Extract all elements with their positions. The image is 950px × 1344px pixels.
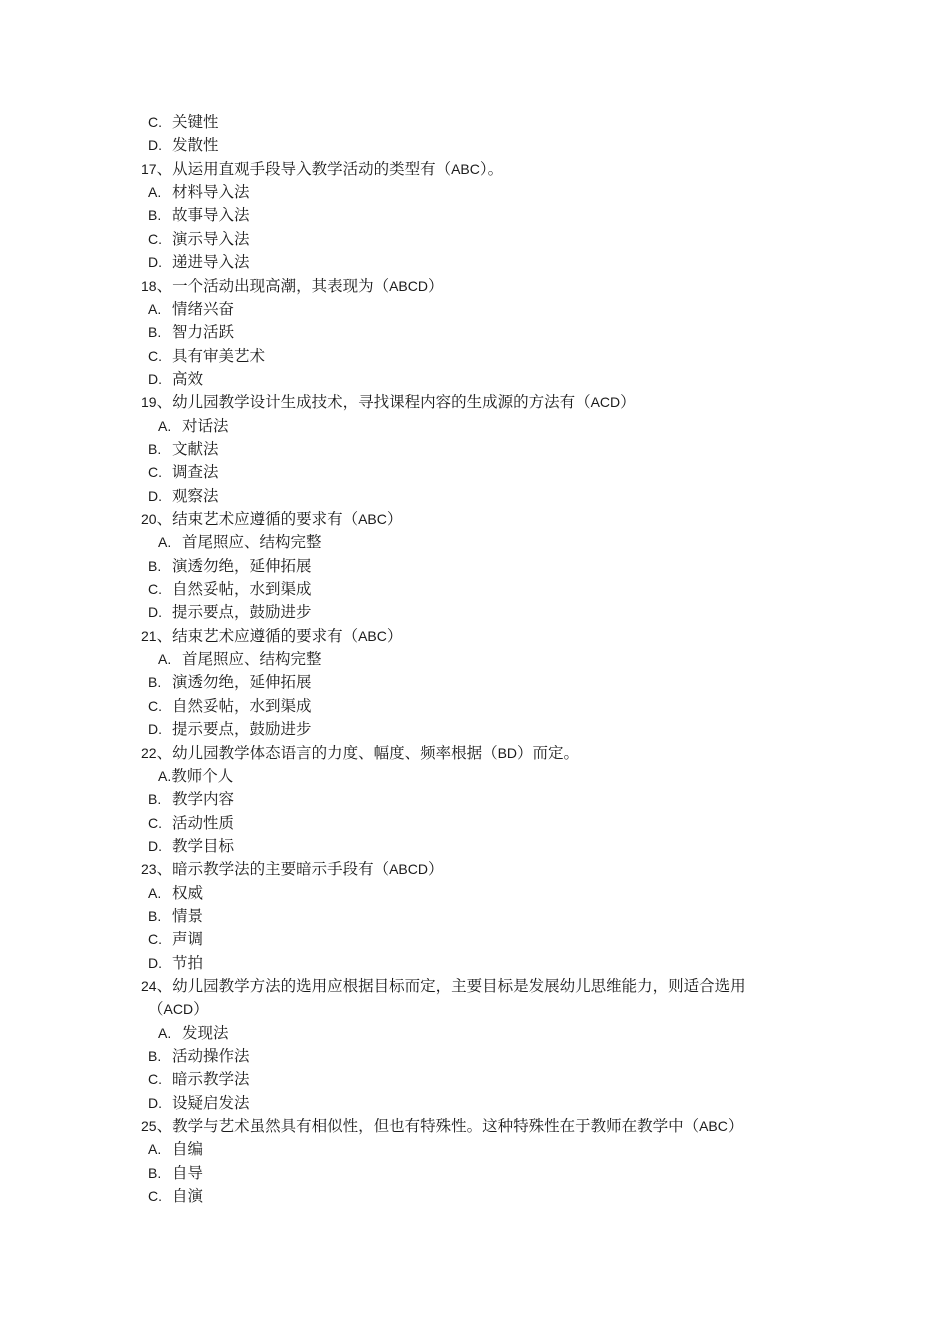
option-text: 发现法 bbox=[182, 1023, 229, 1042]
question-label: 25、教学与艺术虽然具有相似性，但也有特殊性。这种特殊性在于教师在教学中（ABC） bbox=[141, 1117, 744, 1136]
option-letter: D. bbox=[148, 370, 162, 387]
option-text: 发散性 bbox=[172, 136, 219, 155]
option-letter: A. bbox=[148, 300, 162, 317]
answer-option bbox=[0, 134, 219, 157]
option-letter: C. bbox=[148, 931, 162, 948]
answer-option bbox=[0, 345, 265, 368]
answer-option bbox=[0, 438, 219, 461]
question-label: 23、暗示教学法的主要暗示手段有（ABCD） bbox=[141, 860, 444, 879]
option-text: 观察法 bbox=[172, 486, 219, 505]
answer-option bbox=[0, 555, 312, 578]
option-text: 文献法 bbox=[172, 439, 219, 458]
option-text: 对话法 bbox=[182, 416, 229, 435]
question-text bbox=[0, 508, 402, 531]
option-letter: C. bbox=[148, 1188, 162, 1205]
option-text: 故事导入法 bbox=[172, 206, 250, 225]
option-text: 演透勿绝，延伸拓展 bbox=[172, 556, 312, 575]
question-text bbox=[0, 391, 636, 414]
answer-option bbox=[0, 111, 219, 134]
option-letter: C. bbox=[148, 114, 162, 130]
answer-option bbox=[0, 204, 250, 227]
option-letter: A. bbox=[148, 1141, 162, 1158]
option-text: 首尾照应、结构完整 bbox=[182, 650, 322, 669]
answer-option bbox=[0, 601, 312, 624]
option-text: 关键性 bbox=[172, 113, 219, 131]
answer-option bbox=[0, 671, 312, 694]
answer-option bbox=[0, 882, 203, 905]
option-text: 材料导入法 bbox=[172, 183, 250, 202]
option-letter: D. bbox=[148, 837, 162, 854]
option-letter: C. bbox=[148, 230, 162, 247]
option-letter: A. bbox=[158, 534, 172, 551]
answer-option bbox=[0, 718, 312, 741]
answer-option bbox=[0, 1162, 203, 1185]
answer-option bbox=[0, 835, 234, 858]
question-text-continued bbox=[0, 998, 209, 1021]
answer-option bbox=[0, 251, 250, 274]
question-label: 22、幼儿园教学体态语言的力度、幅度、频率根据（BD）而定。 bbox=[141, 743, 580, 762]
option-letter: A. bbox=[158, 417, 172, 434]
option-text: 递进导入法 bbox=[172, 253, 250, 272]
option-letter: D. bbox=[148, 487, 162, 504]
answer-option bbox=[0, 298, 234, 321]
answer-option bbox=[0, 368, 203, 391]
answer-option bbox=[0, 788, 234, 811]
option-letter: C. bbox=[148, 347, 162, 364]
option-letter: C. bbox=[148, 464, 162, 481]
option-letter: B. bbox=[148, 907, 162, 924]
question-text bbox=[0, 975, 746, 998]
answer-option bbox=[0, 905, 203, 928]
option-text: 教学内容 bbox=[172, 790, 235, 809]
option-text: 自编 bbox=[172, 1140, 204, 1159]
option-letter: D. bbox=[148, 1094, 162, 1111]
option-letter: A. bbox=[148, 884, 162, 901]
option-letter: C. bbox=[148, 814, 162, 831]
option-letter: D. bbox=[148, 721, 162, 738]
option-letter: A. bbox=[158, 651, 172, 668]
option-text: 设疑启发法 bbox=[172, 1093, 250, 1112]
option-text: 自导 bbox=[172, 1163, 204, 1182]
option-text: 教学目标 bbox=[172, 836, 235, 855]
option-letter: B. bbox=[148, 440, 162, 457]
answer-option bbox=[0, 485, 219, 508]
answer-option bbox=[0, 1092, 250, 1115]
answer-option bbox=[0, 461, 219, 484]
option-text: 调查法 bbox=[172, 463, 219, 482]
option-letter: B. bbox=[148, 207, 162, 224]
option-text: 情绪兴奋 bbox=[172, 299, 235, 318]
option-text: 活动操作法 bbox=[172, 1047, 250, 1065]
question-label: 20、结束艺术应遵循的要求有（ABC） bbox=[141, 510, 403, 528]
answer-option bbox=[0, 578, 312, 601]
answer-option bbox=[0, 415, 229, 438]
option-letter: B. bbox=[148, 1048, 162, 1064]
option-letter: D. bbox=[148, 604, 162, 621]
option-letter: B. bbox=[148, 791, 162, 808]
question-text bbox=[0, 158, 503, 181]
answer-option bbox=[0, 228, 250, 251]
question-label: 21、结束艺术应遵循的要求有（ABC） bbox=[141, 626, 403, 645]
option-text: 首尾照应、结构完整 bbox=[182, 533, 322, 552]
option-text: 声调 bbox=[172, 930, 204, 949]
option-letter: A. bbox=[148, 184, 162, 201]
question-text bbox=[0, 625, 402, 648]
answer-option bbox=[0, 1068, 250, 1091]
answer-option bbox=[0, 952, 203, 975]
option-letter: B. bbox=[148, 557, 162, 574]
option-letter: C. bbox=[148, 581, 162, 597]
option-text: 自然妥帖，水到渠成 bbox=[172, 696, 312, 715]
answer-option bbox=[0, 321, 234, 344]
question-label: （ACD） bbox=[148, 1000, 209, 1019]
answer-option bbox=[0, 1138, 203, 1161]
answer-option bbox=[0, 531, 322, 554]
option-text: 节拍 bbox=[172, 953, 204, 972]
question-text bbox=[0, 742, 579, 765]
option-letter: C. bbox=[148, 697, 162, 714]
option-text: 提示要点，鼓励进步 bbox=[172, 720, 312, 739]
option-letter: D. bbox=[148, 254, 162, 271]
answer-option bbox=[0, 181, 250, 204]
option-letter: C. bbox=[148, 1071, 162, 1088]
answer-option bbox=[0, 765, 233, 788]
option-text: 情景 bbox=[172, 906, 204, 925]
answer-option bbox=[0, 1185, 203, 1208]
option-text: 权威 bbox=[172, 883, 204, 902]
option-text: 高效 bbox=[172, 369, 204, 388]
option-letter: B. bbox=[148, 674, 162, 691]
option-text: 演透勿绝，延伸拓展 bbox=[172, 673, 312, 692]
option-letter: D. bbox=[148, 137, 162, 154]
option-text: 具有审美艺术 bbox=[172, 346, 266, 365]
question-label: 18、一个活动出现高潮，其表现为（ABCD） bbox=[141, 276, 444, 295]
question-label: 24、幼儿园教学方法的选用应根据目标而定，主要目标是发展幼儿思维能力，则适合选用 bbox=[141, 977, 746, 995]
question-text bbox=[0, 858, 444, 881]
option-letter: A. bbox=[158, 767, 172, 784]
answer-option bbox=[0, 1022, 229, 1045]
answer-option bbox=[0, 648, 322, 671]
answer-option bbox=[0, 695, 312, 718]
option-text: 自然妥帖，水到渠成 bbox=[172, 580, 312, 598]
answer-option bbox=[0, 928, 203, 951]
option-letter: A. bbox=[158, 1024, 172, 1041]
option-text: 教师个人 bbox=[171, 766, 234, 785]
option-letter: B. bbox=[148, 324, 162, 341]
question-text bbox=[0, 1115, 743, 1138]
question-label: 17、从运用直观手段导入教学活动的类型有（ABC）。 bbox=[141, 159, 504, 178]
option-text: 提示要点，鼓励进步 bbox=[172, 603, 312, 622]
question-text bbox=[0, 275, 444, 298]
option-text: 暗示教学法 bbox=[172, 1070, 250, 1089]
option-letter: B. bbox=[148, 1164, 162, 1181]
option-text: 活动性质 bbox=[172, 813, 235, 832]
answer-option bbox=[0, 812, 234, 835]
option-text: 自演 bbox=[172, 1187, 204, 1206]
option-letter: D. bbox=[148, 954, 162, 971]
option-text: 智力活跃 bbox=[172, 323, 235, 342]
option-text: 演示导入法 bbox=[172, 229, 250, 248]
question-label: 19、幼儿园教学设计生成技术，寻找课程内容的生成源的方法有（ACD） bbox=[141, 393, 636, 412]
answer-option bbox=[0, 1045, 250, 1068]
